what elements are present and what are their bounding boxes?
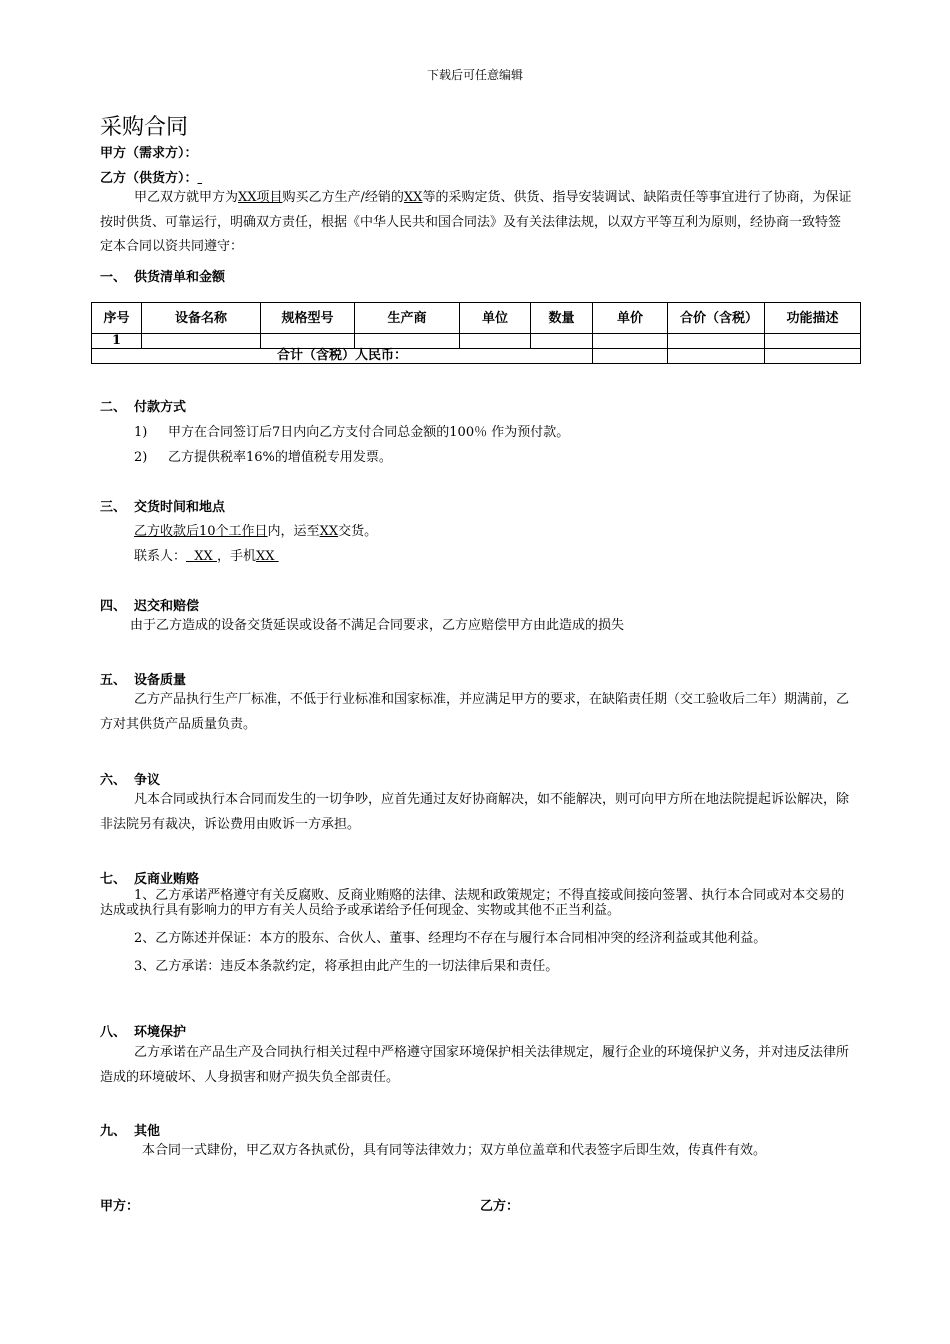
table-header-cell: 设备名称 [142,303,261,334]
header-note: 下载后可任意编辑 [426,68,523,82]
table-cell [593,349,668,364]
party-a-label: 甲方（需求方）： [100,146,198,161]
section-8-heading: 八、 环境保护 [100,1025,187,1040]
table-cell [355,334,460,349]
contact-name: XX [194,549,213,564]
delay-paragraph: 由于乙方造成的设备交货延误或设备不满足合同要求，乙方应赔偿甲方由此造成的损失 [130,618,625,633]
signature-party-b: 乙方： [480,1199,520,1214]
table-header-cell: 单位 [460,303,531,334]
section-5-heading: 五、 设备质量 [100,673,187,688]
table-row [92,334,861,349]
section-2-heading: 二、 付款方式 [100,400,187,415]
delivery-terms: 乙方收款后10个工作日内，运至XX交货。 [134,524,378,539]
table-cell [765,334,861,349]
section-7-heading: 七、 反商业贿赂 [100,872,200,887]
table-cell [668,349,765,364]
other-paragraph: 本合同一式肆份，甲乙双方各执贰份，具有同等法律效力；双方单位盖章和代表签字后即生效，传真件有效。 [142,1143,767,1158]
table-header-row [92,303,861,334]
party-b-label: 乙方（供货方）： [100,167,202,186]
table-cell [531,334,593,349]
table-cell [765,349,861,364]
table-header-cell: 单价 [593,303,668,334]
section-9-heading: 九、 其他 [100,1124,161,1139]
table-cell [593,334,668,349]
project-name: XX项目 [238,190,283,205]
table-cell: 1 [92,334,142,349]
table-cell [142,334,261,349]
supply-table [91,302,861,364]
delivery-time: 乙方收款后10个工作日 [134,524,268,539]
payment-item-2: 2) 乙方提供税率16%的增值税专用发票。 [134,450,392,465]
table-header-cell: 功能描述 [765,303,861,334]
party-b-blank [198,171,203,186]
anti-bribery-paragraph-2: 2、乙方陈述并保证：本方的股东、合伙人、董事、经理均不存在与履行本合同相冲突的经济利益或其他利益。 [134,931,767,946]
section-6-heading: 六、 争议 [100,773,161,788]
document-title: 采购合同 [100,115,189,140]
section-4-heading: 四、 迟交和赔偿 [100,599,200,614]
anti-bribery-paragraph-3: 3、乙方承诺：违反本条款约定，将承担由此产生的一切法律后果和责任。 [134,959,559,974]
table-total-row [92,349,861,364]
environment-paragraph: 乙方承诺在产品生产及合同执行相关过程中严格遵守国家环境保护相关法律规定，履行企业的环境保护义务，并对违反法律所造成的环境破坏、人身损害和财产损失负全部责任。 [100,1045,850,1085]
dispute-paragraph: 凡本合同或执行本合同而发生的一切争吵，应首先通过友好协商解决，如不能解决，则可向甲方所在地法院提起诉讼解决，除非法院另有裁决，诉讼费用由败诉一方承担。 [100,792,850,832]
anti-bribery-paragraph-1: 1、乙方承诺严格遵守有关反腐败、反商业贿赂的法律、法规和政策规定；不得直接或间接向签署、执行本合同或对本交易的达成或执行具有影响力的甲方有关人员给予或承诺给予任何现金、实物或其他不正当利益。 [100,888,845,918]
delivery-place: XX [319,524,339,539]
section-3-heading: 三、 交货时间和地点 [100,500,226,515]
table-cell [261,334,355,349]
section-1-heading: 一、 供货清单和金额 [100,270,226,285]
table-header-cell: 数量 [531,303,593,334]
quality-paragraph: 乙方产品执行生产厂标准，不低于行业标准和国家标准，并应满足甲方的要求，在缺陷责任期（交工验收后二年）期满前，乙方对其供货产品质量负责。 [100,692,850,732]
signature-party-a: 甲方： [100,1199,140,1214]
table-header-cell: 序号 [92,303,142,334]
table-header-cell: 生产商 [355,303,460,334]
payment-item-1: 1) 甲方在合同签订后7日内向乙方支付合同总金额的100％ 作为预付款。 [134,425,570,440]
table-cell [668,334,765,349]
table-cell [460,334,531,349]
intro-paragraph: 甲乙双方就甲方为XX项目购买乙方生产/经销的XX等的采购定货、供货、指导安装调试、缺陷责任等事宜进行了协商，为保证按时供货、可靠运行，明确双方责任，根据《中华人民共和国合同法》及有关法律法规，以双方平等互利为原则，经协商一致特签定本合同以资共同遵守： [100,190,852,254]
contact-line: 联系人： XX ，手机XX [134,545,279,564]
table-total-label: 合计（含税）人民币： [92,349,593,364]
contact-phone: XX [255,549,275,564]
table-header-cell: 规格型号 [261,303,355,334]
goods-name: XX [403,190,423,205]
table-header-cell: 合价（含税） [668,303,765,334]
